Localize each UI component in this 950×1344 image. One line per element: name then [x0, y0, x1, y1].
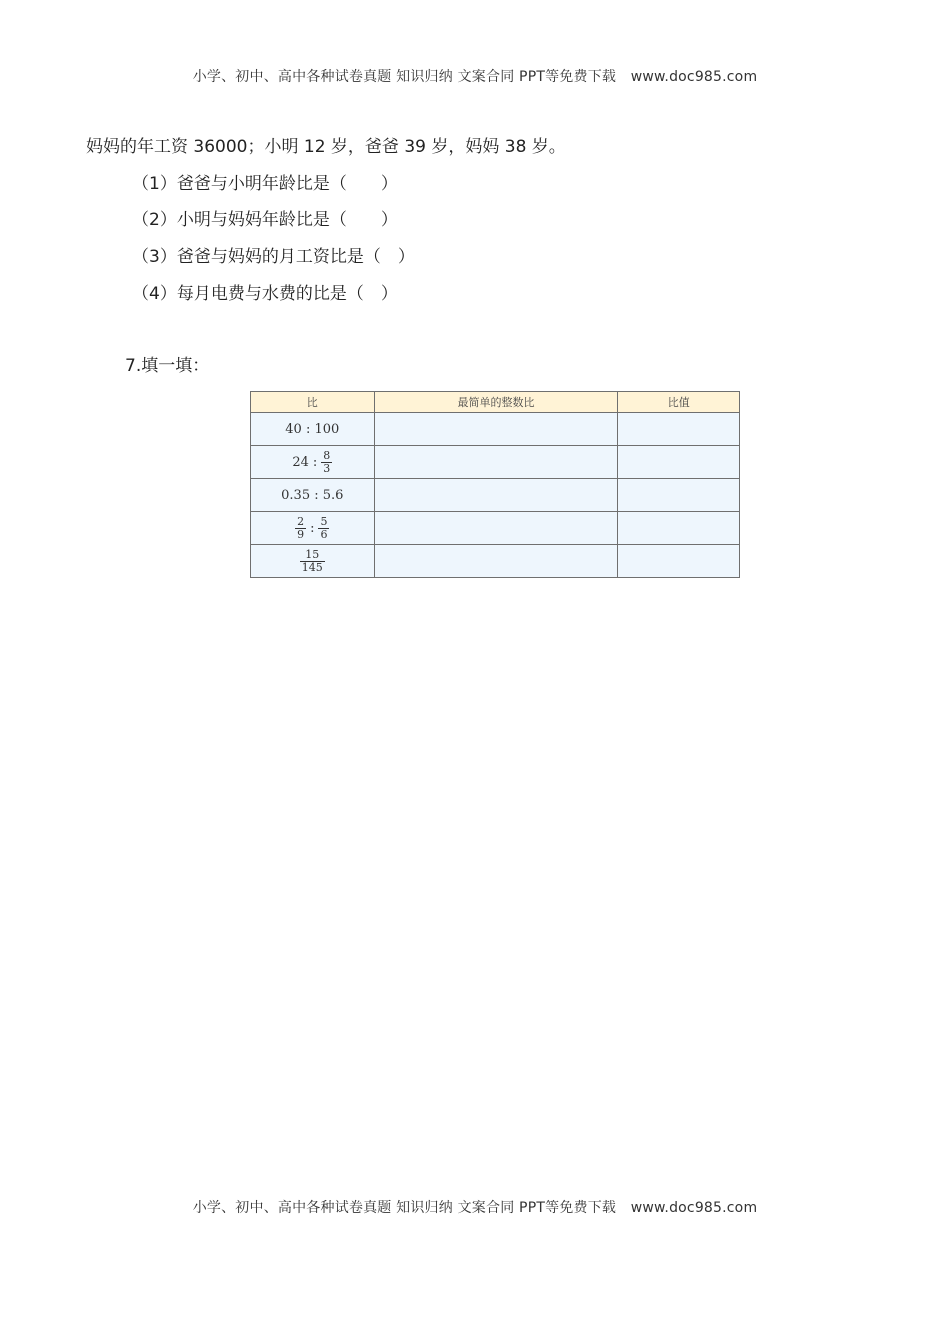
- fraction: [321, 450, 332, 475]
- page-footer: [0, 1197, 950, 1217]
- answer-cell-value[interactable]: [618, 545, 740, 578]
- ratio-left: 24: [292, 454, 309, 470]
- denominator: 6: [320, 527, 328, 541]
- footer-site-link[interactable]: www.doc985.com: [630, 1200, 758, 1216]
- table-row: [251, 446, 740, 479]
- fraction: [318, 516, 329, 541]
- header-text: 小学、初中、高中各种试卷真题 知识归纳 文案合同 PPT等免费下载: [192, 69, 617, 85]
- fraction: [295, 516, 306, 541]
- ratio-cell: 0.35 : 5.6: [251, 479, 375, 512]
- problem-intro: 妈妈的年工资 36000；小明 12 岁，爸爸 39 岁，妈妈 38 岁。: [86, 137, 566, 157]
- table-row: [251, 512, 740, 545]
- answer-cell-simplest[interactable]: [374, 446, 618, 479]
- table-row: [251, 479, 740, 512]
- numerator: 2: [297, 514, 305, 528]
- header-ratio: 比: [251, 392, 375, 413]
- answer-cell-value[interactable]: [618, 413, 740, 446]
- numerator: 8: [323, 448, 331, 462]
- answer-cell-value[interactable]: [618, 446, 740, 479]
- answer-cell-simplest[interactable]: [374, 545, 618, 578]
- answer-cell-value[interactable]: [618, 512, 740, 545]
- table-header-row: [251, 392, 740, 413]
- denominator: 9: [297, 527, 305, 541]
- ratio-cell: 40 : 100: [251, 413, 375, 446]
- page-header: [0, 66, 950, 86]
- denominator: 145: [301, 560, 323, 574]
- ratio-cell: [251, 512, 375, 545]
- table-row: [251, 545, 740, 578]
- denominator: 3: [323, 461, 331, 475]
- question-1: （1）爸爸与小明年龄比是（ ）: [132, 174, 398, 194]
- question-2: （2）小明与妈妈年龄比是（ ）: [132, 210, 398, 230]
- header-ratio-value: 比值: [618, 392, 740, 413]
- answer-cell-simplest[interactable]: [374, 512, 618, 545]
- fraction: [300, 549, 325, 574]
- ratio-colon: :: [310, 520, 315, 536]
- footer-text: 小学、初中、高中各种试卷真题 知识归纳 文案合同 PPT等免费下载: [192, 1200, 617, 1216]
- question-3: （3）爸爸与妈妈的月工资比是（ ）: [132, 247, 415, 267]
- answer-cell-value[interactable]: [618, 479, 740, 512]
- header-simplest-ratio: 最简单的整数比: [374, 392, 618, 413]
- ratio-table: [250, 391, 740, 578]
- numerator: 5: [320, 514, 328, 528]
- header-site-link[interactable]: www.doc985.com: [630, 69, 758, 85]
- ratio-cell: [251, 545, 375, 578]
- ratio-cell: [251, 446, 375, 479]
- answer-cell-simplest[interactable]: [374, 413, 618, 446]
- ratio-colon: :: [312, 454, 318, 470]
- answer-cell-simplest[interactable]: [374, 479, 618, 512]
- numerator: 15: [300, 549, 325, 562]
- question-7-title: 7.填一填：: [125, 356, 210, 376]
- question-4: （4）每月电费与水费的比是（ ）: [132, 284, 398, 304]
- table-row: [251, 413, 740, 446]
